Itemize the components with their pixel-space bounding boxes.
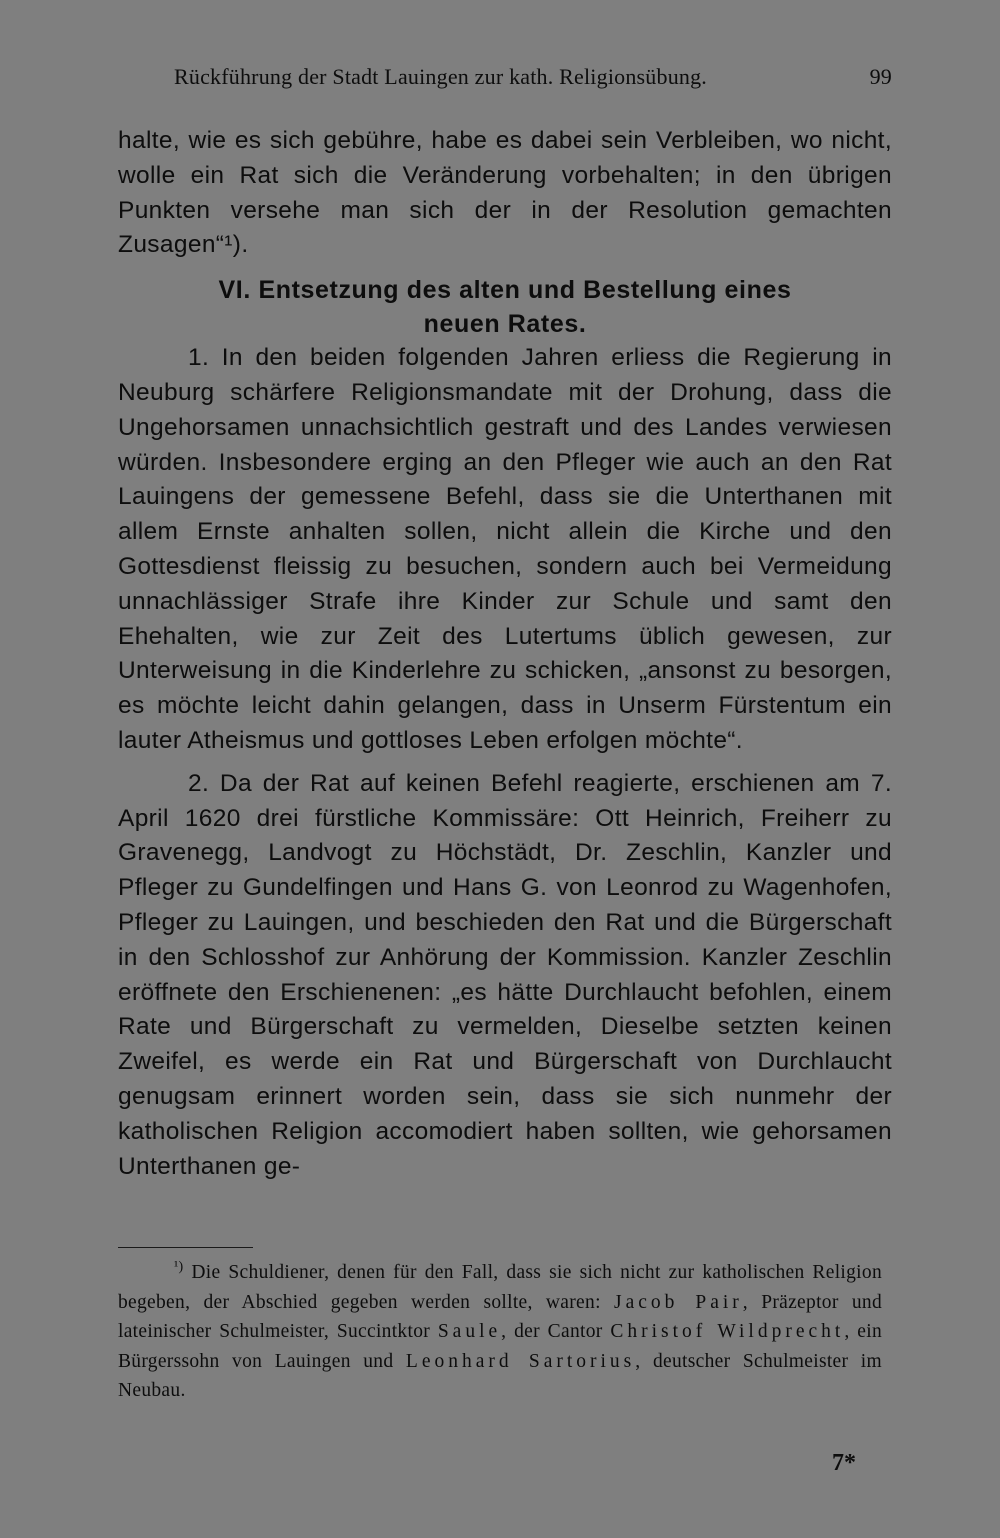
footnote-name-1: Jacob Pair: [614, 1291, 743, 1313]
paragraph-2: 2. Da der Rat auf keinen Befehl reagierte, erschienen am 7. April 1620 drei fürstliche Kommissäre: Ott Heinrich, Freiherr zu Gravenegg, Landvogt zu Höchstädt, Dr. Zeschlin, Kanzler und Pfleger zu Gundelfingen und Hans G. von Leonrod zu Wagenhofen, Pfleger zu Lauingen, und beschieden den Rat und die Bürgerschaft in den Schlosshof zur Anhörung der Kommission. Kanzler Zeschlin eröffnete den Erschienenen: „es hätte Durchlaucht befohlen, einem Rate und Bürgerschaft zu vermelden, Dieselbe setzten keinen Zweifel, es werde ein Rat und Bürgerschaft von Durchlaucht genugsam erinnert worden sein, dass sie sich nunmehr der katholischen Religion accomodiert haben sollten, wie gehorsamen Unterthanen ge-: [118, 769, 892, 1180]
footnote-text-4: , ein Bürgerssohn von Lauingen und: [118, 1321, 883, 1372]
running-header: [174, 64, 892, 90]
footnote-name-4: Leonhard Sartorius: [405, 1350, 636, 1372]
footnote-divider: [118, 1247, 253, 1248]
main-text: [118, 124, 892, 1184]
footnote-text-5: , deutscher Schulmeister im Neubau.: [118, 1350, 882, 1401]
paragraph-gap: [118, 759, 892, 767]
section-title-line-2: neuen Rates.: [423, 310, 587, 339]
footnote-name-3: Christof Wildprecht: [610, 1321, 845, 1342]
footnote-text-3: , der Cantor: [501, 1321, 611, 1342]
footnote-text-1: Die Schuldiener, denen für den Fall, dass sie sich nicht zur katholischen Religion begeben, der Abschied gegeben werden sollte, waren:: [118, 1262, 882, 1313]
footnote-mark: ¹): [174, 1259, 184, 1275]
paragraph-1: 1. In den beiden folgenden Jahren erliess die Regierung in Neuburg schärfere Religionsmandate mit der Drohung, dass die Ungehorsamen unnachsichtlich gestraft und des Landes verwiesen würden. Insbesondere erging an den Pfleger wie auch an den Rat Lauingens der gemessene Befehl, dass sie die Unterthanen mit allem Ernste anhalten sollen, nicht allein die Kirche und den Gottesdienst fleissig zu besuchen, sondern auch bei Vermeidung unnachlässiger Strafe ihre Kinder zur Schule und samt den Ehehalten, wie zur Zeit des Lutertums üblich gewesen, zur Unterweisung in die Kinderlehre zu schicken, „ansonst zu besorgen, es möchte leicht dahin gelangen, dass in Unserm Fürstentum ein lauter Atheismus und gottloses Leben erfolgen möchte“.: [118, 344, 892, 754]
footnote-block: [118, 1258, 882, 1406]
section-title: [118, 273, 892, 341]
signature-mark: 7*: [832, 1450, 856, 1476]
footnote-1: [118, 1258, 882, 1406]
section-title-line-1: VI. Entsetzung des alten und Bestellung eines: [218, 276, 792, 305]
intro-paragraph: halte, wie es sich gebühre, habe es dabei sein Verbleiben, wo nicht, wolle ein Rat sich die Veränderung vorbehalten; in den übrigen Punkten versehe man sich der in der Resolution gemachten Zusagen“¹).: [118, 127, 892, 259]
footnote-text-2: , Präzeptor und lateinischer Schulmeister, Succintktor: [118, 1291, 883, 1342]
book-page: [118, 62, 898, 1532]
running-title: Rückführung der Stadt Lauingen zur kath. Religionsübung.: [174, 64, 707, 89]
page-number: 99: [869, 64, 892, 89]
footnote-name-2: Saule: [437, 1321, 502, 1342]
